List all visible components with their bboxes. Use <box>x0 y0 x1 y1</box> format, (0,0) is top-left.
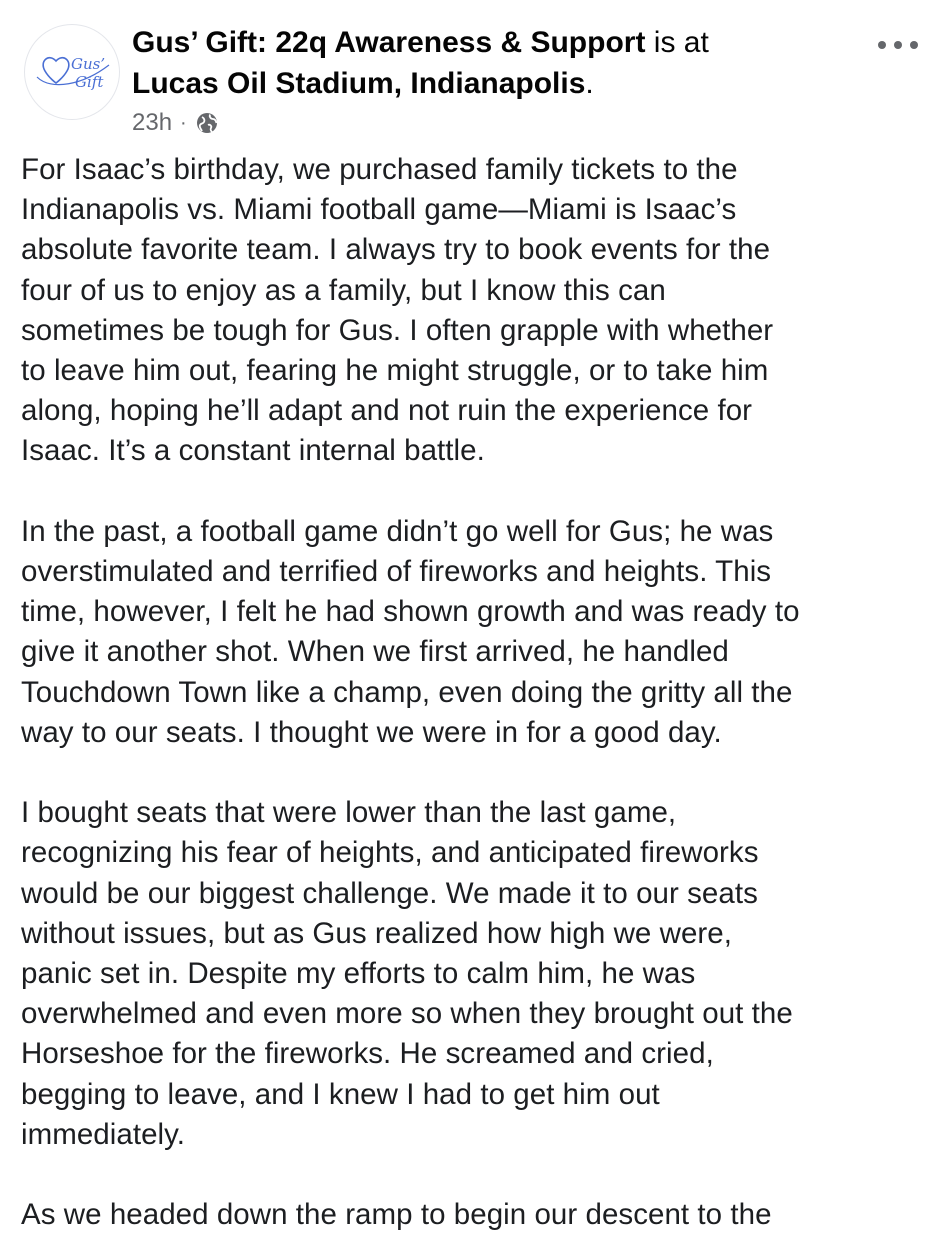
more-horizontal-icon-dot <box>910 41 918 49</box>
post-paragraph: For Isaac’s birthday, we purchased family tickets to the Indianapolis vs. Miami football game—Miami is Isaac’s absolute favorite team. I always try to book events for the four of us to enjoy as a family, but I know this can sometimes be tough for Gus. I often grapple with whether to leave him out, fearing he might struggle, or to take him along, hoping he’ll adapt and not ruin the experience for Isaac. It’s a constant internal battle. <box>21 153 774 468</box>
post-meta <box>132 106 219 140</box>
page-name-link[interactable]: Gus’ Gift: 22q Awareness & Support <box>132 26 646 59</box>
page-avatar[interactable] <box>24 24 120 120</box>
post-paragraph: I bought seats that were lower than the last game, recognizing his fear of heights, and anticipated fireworks would be our biggest challenge. We made it to our seats without issues, but as Gus realized how high we were, panic set in. Despite my efforts to calm him, he was overwhelmed and even more so when they brought out the Horseshoe for the fireworks. He screamed and cried, begging to leave, and I knew I had to get him out immediately. <box>21 796 793 1151</box>
gus-gift-logo-icon <box>25 25 120 120</box>
more-horizontal-icon-dot <box>894 41 902 49</box>
location-prefix: is at <box>653 26 709 59</box>
post-timestamp[interactable]: 23h <box>132 109 173 136</box>
author-line <box>132 22 852 104</box>
post-paragraph: As we headed down the ramp to begin our descent to the <box>21 1198 772 1232</box>
more-horizontal-icon-dot <box>878 41 886 49</box>
svg-text:Gift: Gift <box>75 73 104 91</box>
more-options-button[interactable] <box>878 30 918 60</box>
post-header <box>24 18 924 148</box>
location-suffix: . <box>585 67 594 100</box>
post-body <box>21 150 936 1235</box>
svg-text:Gus’: Gus’ <box>71 55 106 73</box>
location-link[interactable]: Lucas Oil Stadium, Indianapolis <box>132 67 586 100</box>
meta-separator: · <box>180 111 187 134</box>
globe-icon <box>195 111 219 135</box>
post-paragraph: In the past, a football game didn’t go well for Gus; he was overstimulated and terrified of fireworks and heights. This time, however, I felt he had shown growth and was ready to give it another shot. When we first arrived, he handled Touchdown Town like a champ, even doing the gritty all the way to our seats. I thought we were in for a good day. <box>21 514 800 749</box>
